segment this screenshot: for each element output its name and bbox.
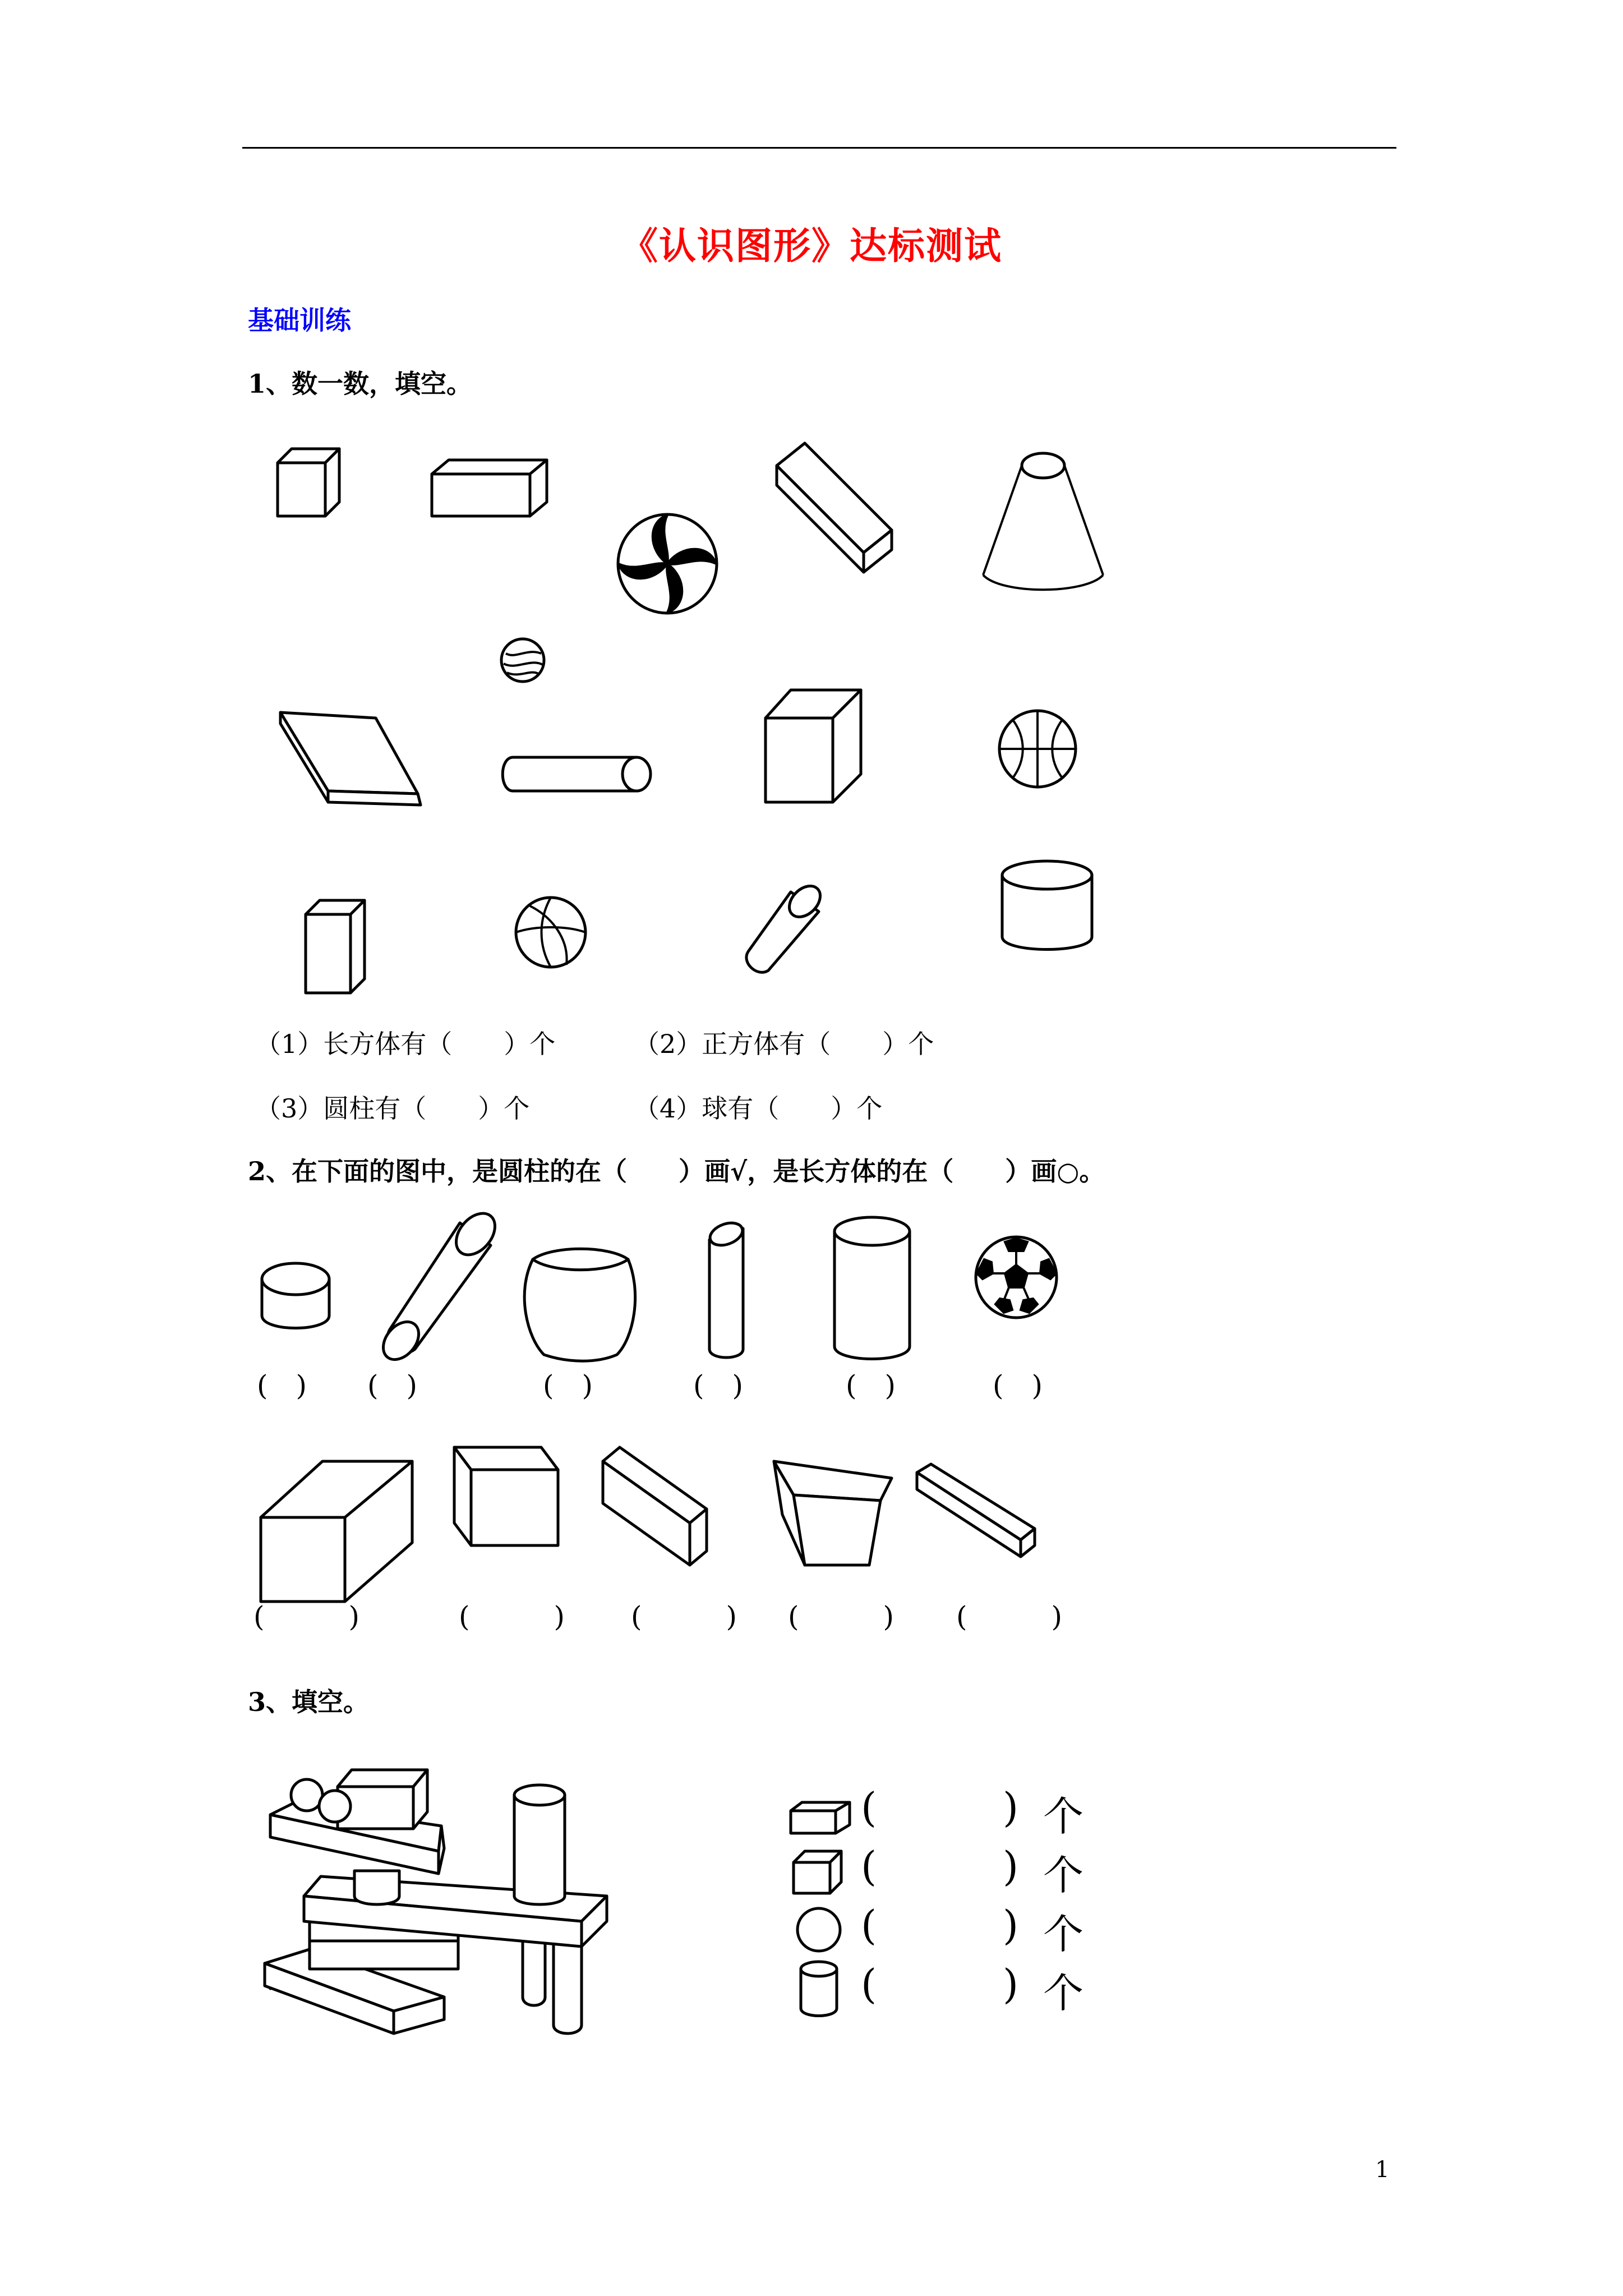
cube-icon [763, 687, 866, 808]
ball-icon [614, 510, 721, 617]
open-paren: ( [861, 1843, 877, 1890]
question-1-prompt: 1、数一数，填空。 [248, 369, 473, 399]
cuboid-icon [303, 898, 367, 996]
unit-label: 个 [1043, 1852, 1084, 1899]
answer-paren[interactable]: ( ) [956, 1600, 1063, 1633]
q1-blank-sphere[interactable]: （4）球有（ ）个 [634, 1093, 883, 1124]
header-rule [242, 147, 1396, 149]
block-structure-figure [259, 1761, 612, 2042]
close-paren: ) [1003, 1784, 1019, 1831]
cylinder-icon [370, 1214, 499, 1360]
answer-paren[interactable]: ( ) [631, 1600, 737, 1633]
close-paren: ) [1003, 1902, 1019, 1949]
cuboid-icon [914, 1461, 1038, 1559]
answer-blank[interactable] [883, 1907, 995, 1947]
close-paren: ) [1003, 1843, 1019, 1890]
cylinder-icon [704, 1223, 749, 1360]
cube-icon [275, 446, 342, 519]
question-2-prompt: 2、在下面的图中，是圆柱的在（ ）画√，是长方体的在（ ）画○。 [248, 1156, 1105, 1186]
close-paren: ) [1003, 1961, 1019, 2008]
cylinder-icon [259, 1259, 332, 1332]
cylinder-icon [796, 1958, 841, 2019]
answer-paren[interactable]: ( ) [993, 1369, 1043, 1402]
ball-icon [513, 895, 589, 970]
cuboid-icon [429, 457, 550, 519]
answer-paren[interactable]: ( ) [459, 1600, 565, 1633]
sphere-icon [794, 1904, 844, 1955]
answer-paren[interactable]: ( ) [788, 1600, 895, 1633]
question-3-prompt: 3、填空。 [248, 1687, 370, 1717]
open-paren: ( [861, 1784, 877, 1831]
q1-blank-cuboid[interactable]: （1）长方体有（ ）个 [255, 1029, 556, 1059]
q1-blank-cube[interactable]: （2）正方体有（ ）个 [634, 1029, 934, 1059]
page-title: 《认识图形》达标测试 [621, 224, 1002, 268]
unit-label: 个 [1043, 1793, 1084, 1840]
cuboid-icon [771, 1458, 897, 1568]
answer-paren[interactable]: ( ) [253, 1600, 360, 1633]
cube-icon [791, 1848, 844, 1896]
cuboid-icon [788, 1800, 852, 1836]
ball-icon [499, 637, 547, 684]
answer-blank[interactable] [883, 1848, 995, 1888]
answer-paren[interactable]: ( ) [693, 1369, 744, 1402]
page-number: 1 [1375, 2157, 1390, 2183]
answer-paren[interactable]: ( ) [257, 1369, 307, 1402]
soccer-ball-icon [973, 1234, 1060, 1321]
cube-icon [451, 1444, 561, 1548]
cuboid-icon [774, 440, 895, 575]
answer-blank[interactable] [883, 1789, 995, 1829]
answer-blank[interactable] [883, 1966, 995, 2005]
barrel-icon [524, 1243, 637, 1360]
section-heading: 基础训练 [248, 305, 351, 335]
open-paren: ( [861, 1961, 877, 2008]
open-paren: ( [861, 1902, 877, 1949]
cylinder-icon [998, 858, 1096, 954]
cone-icon [979, 449, 1108, 595]
cuboid-icon [275, 710, 426, 808]
unit-label: 个 [1043, 1911, 1084, 1958]
cuboid-icon [600, 1444, 709, 1568]
unit-label: 个 [1043, 1970, 1084, 2017]
cylinder-icon [830, 1214, 914, 1363]
basketball-icon [995, 707, 1080, 791]
cuboid-icon [258, 1458, 418, 1604]
answer-paren[interactable]: ( ) [846, 1369, 896, 1402]
q1-blank-cylinder[interactable]: （3）圆柱有（ ）个 [255, 1093, 530, 1124]
answer-paren[interactable]: ( ) [543, 1369, 593, 1402]
answer-paren[interactable]: ( ) [367, 1369, 418, 1402]
cylinder-icon [494, 752, 656, 797]
cylinder-icon [735, 878, 833, 979]
